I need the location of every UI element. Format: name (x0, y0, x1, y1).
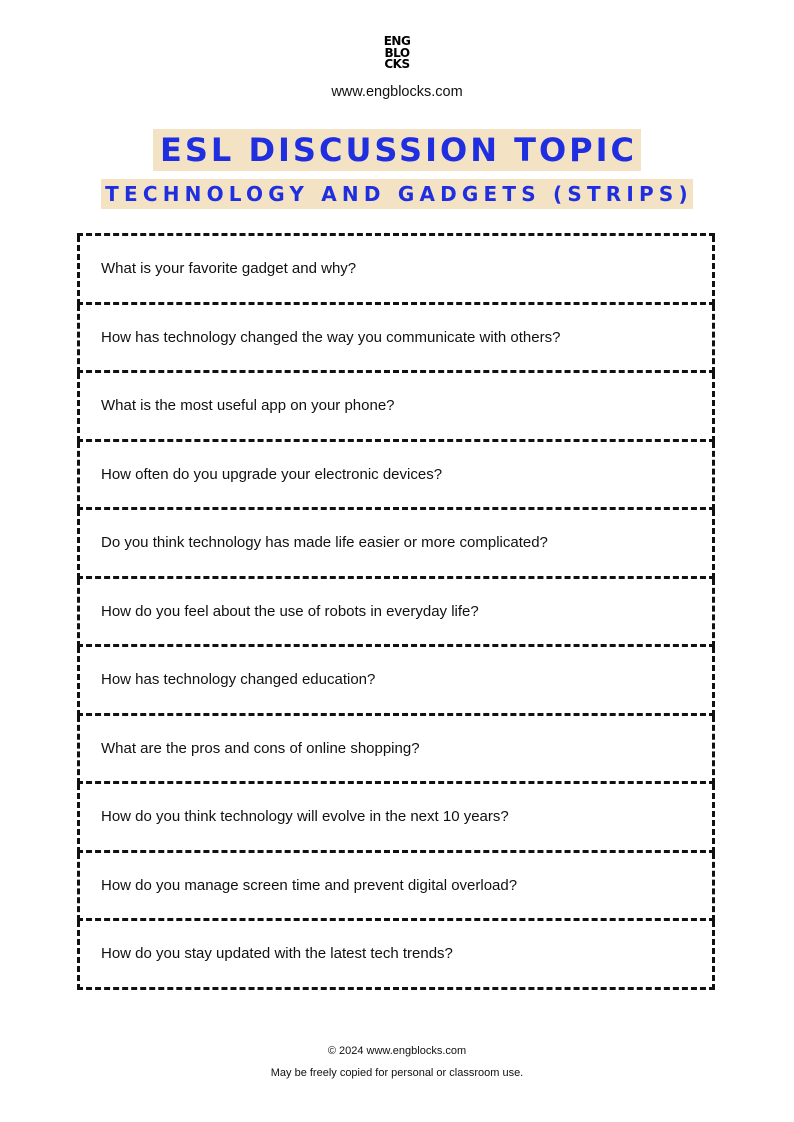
question-strip (77, 921, 715, 990)
question-text: How do you feel about the use of robots in everyday life? (101, 602, 479, 620)
question-text: Do you think technology has made life easier or more complicated? (101, 534, 548, 552)
question-text: How do you stay updated with the latest tech trends? (101, 945, 453, 963)
question-text: How do you manage screen time and prevent digital overload? (101, 876, 518, 894)
page-subtitle: TECHNOLOGY AND GADGETS (STRIPS) (101, 179, 693, 209)
question-text: How has technology changed the way you communicate with others? (101, 328, 561, 346)
logo-line: BLO (384, 45, 410, 60)
site-url: www.engblocks.com (331, 84, 463, 100)
footer-usage-note: May be freely copied for personal or classroom use. (270, 1067, 524, 1079)
question-text: How has technology changed education? (101, 671, 376, 689)
question-strip (77, 716, 715, 785)
question-text: What is your favorite gadget and why? (101, 260, 357, 278)
question-strip (77, 579, 715, 648)
question-strip (77, 510, 715, 579)
title-container (0, 129, 794, 171)
page-title: ESL DISCUSSION TOPIC (153, 129, 641, 171)
engblocks-logo (0, 36, 794, 71)
question-strip (77, 236, 715, 305)
logo-line: CKS (384, 57, 410, 71)
question-strips (77, 233, 715, 990)
question-strip (77, 647, 715, 716)
question-text: How often do you upgrade your electronic devices? (101, 465, 443, 483)
footer-copyright: © 2024 www.engblocks.com (327, 1045, 467, 1057)
logo-line: ENG (383, 34, 411, 48)
question-strip (77, 305, 715, 374)
question-strip (77, 784, 715, 853)
question-text: What is the most useful app on your phone? (101, 397, 395, 415)
question-strip (77, 442, 715, 511)
subtitle-container (0, 179, 794, 209)
question-strip (77, 853, 715, 922)
question-strip (77, 373, 715, 442)
question-text: How do you think technology will evolve in the next 10 years? (101, 808, 509, 826)
question-text: What are the pros and cons of online shopping? (101, 739, 420, 757)
